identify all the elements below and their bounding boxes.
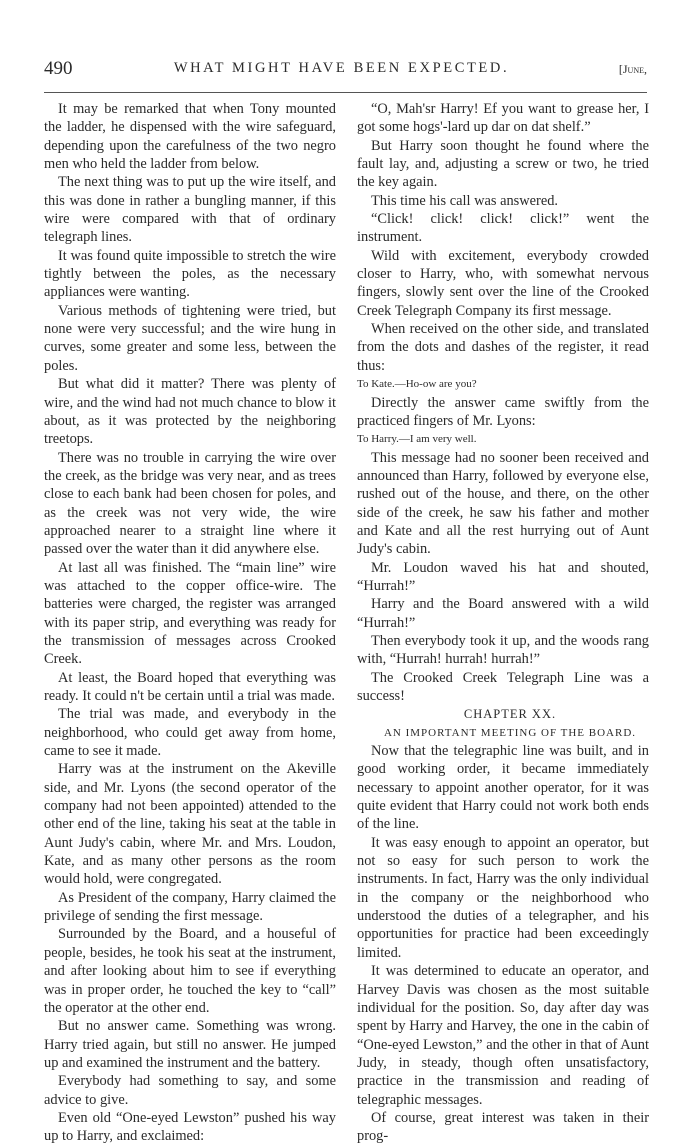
paragraph: But no answer came. Something was wrong. Harry tried again, but still no answer. He jumped up and examined the instrument and the battery. bbox=[44, 1018, 336, 1071]
paragraph: Even old “One-eyed Lewston” pushed his way up to Harry, and exclaimed: bbox=[44, 1109, 336, 1145]
paragraph: Everybody had something to say, and some advice to give. bbox=[44, 1073, 336, 1108]
paragraph: This message had no sooner been received and announced than Harry, followed by everyone else, rushed out of the house, and there, on the other side of the creek, he saw his father and mother and Kate and all the rest hurrying out of Aunt Judy's cabin. bbox=[357, 449, 649, 558]
paragraph: At least, the Board hoped that everything was ready. It could n't be certain until a trial was made. bbox=[44, 669, 336, 704]
paragraph: But Harry soon thought he found where the fault lay, and, adjusting a screw or two, he tried the key again. bbox=[357, 137, 649, 191]
paragraph: The next thing was to put up the wire itself, and this was done in rather a bungling manner, if this wire were compared with that of ordinary telegraph lines. bbox=[44, 174, 336, 246]
paragraph: The Crooked Creek Telegraph Line was a success! bbox=[357, 669, 649, 704]
paragraph: It may be remarked that when Tony mounted the ladder, he dispensed with the wire safeguard, depending upon the carefulness of the two negro men who held the ladder from below. bbox=[44, 101, 336, 173]
right-column bbox=[357, 100, 649, 1146]
paragraph: Surrounded by the Board, and a houseful of people, besides, he took his seat at the instrument, and after looking about him to see if everything was in proper order, he touched the key to “call” the operator at the other end. bbox=[44, 926, 336, 1016]
paragraph: Harry and the Board answered with a wild “Hurrah!” bbox=[357, 596, 649, 631]
paragraph: At last all was finished. The “main line” wire was attached to the copper office-wire. The batteries were charged, the register was arranged with its paper strip, and everything was ready for the transmission of messages across Crooked Creek. bbox=[44, 559, 336, 668]
telegram-message: To Harry.—I am very well. bbox=[357, 433, 477, 446]
paragraph: Now that the telegraphic line was built, and in good working order, it became immediately necessary to appoint another operator, for it was quite evident that Harry could not work both ends of the line. bbox=[357, 743, 649, 833]
paragraph: Wild with excitement, everybody crowded closer to Harry, who, with somewhat nervous fingers, slowly sent over the line of the Crooked Creek Telegraph Company its first message. bbox=[357, 247, 649, 319]
paragraph: There was no trouble in carrying the wire over the creek, as the bridge was very near, and as trees close to each bank had been chosen for poles, and as the creek was not very wide, the wire approached nearer to a straight line where it passed over the water than it did anywhere else. bbox=[44, 449, 336, 558]
paragraph: Directly the answer came swiftly from the practiced fingers of Mr. Lyons: bbox=[357, 394, 649, 429]
header-rule bbox=[44, 92, 647, 93]
paragraph: It was determined to educate an operator, and Harvey Davis was chosen as the most suitable individual for the position. So, day after day was spent by Harry and Harvey, the one in the cabin of “One-eyed Lewston,” and the other in that of Aunt Judy, in steady, though often unsatisfactory, practice in the transmission and reading of telegraphic messages. bbox=[357, 963, 649, 1108]
paragraph: This time his call was answered. bbox=[371, 192, 559, 209]
paragraph: “Click! click! click! click!” went the instrument. bbox=[357, 211, 649, 246]
paragraph: “O, Mah'sr Harry! Ef you want to grease her, I got some hogs'-lard up dar on dat shelf.” bbox=[357, 101, 649, 136]
month-label: [June, bbox=[618, 62, 647, 76]
paragraph: Of course, great interest was taken in their prog- bbox=[357, 1109, 649, 1145]
paragraph: Harry was at the instrument on the Akeville side, and Mr. Lyons (the second operator of the company had not been appointed) attended to the other end of the line, taking his seat at the table in Aunt Judy's cabin, where Mr. and Mrs. Loudon, Kate, and as many other persons as the room would hold, were congregated. bbox=[44, 761, 336, 888]
paragraph: It was found quite impossible to stretch the wire tightly between the poles, as the necessary appliances were wanting. bbox=[44, 247, 336, 301]
paragraph: As President of the company, Harry claimed the privilege of sending the first message. bbox=[44, 889, 336, 925]
left-column bbox=[44, 100, 336, 1146]
paragraph: Mr. Loudon waved his hat and shouted, “Hurrah!” bbox=[357, 559, 649, 594]
paragraph: It was easy enough to appoint an operator, but not so easy for such person to work the instruments. In fact, Harry was the only individual in the company or the neighborhood who understood the duties of a telegrapher, and his opportunities for practice had been exceedingly limited. bbox=[357, 834, 649, 961]
chapter-subtitle: AN IMPORTANT MEETING OF THE BOARD. bbox=[383, 726, 637, 739]
paragraph: The trial was made, and everybody in the neighborhood, who could get away from home, came to see it made. bbox=[44, 706, 336, 760]
paragraph: When received on the other side, and translated from the dots and dashes of the register, it read thus: bbox=[357, 321, 649, 374]
paragraph: But what did it matter? There was plenty of wire, and the wind had not much chance to blow it about, as it was protected by the neighboring treetops. bbox=[44, 376, 336, 448]
chapter-title: CHAPTER XX. bbox=[463, 707, 557, 722]
paragraph: Various methods of tightening were tried, but none were very successful; and the wire hung in curves, some greater and some less, between the poles. bbox=[44, 302, 336, 374]
page-number: 490 bbox=[44, 58, 73, 79]
running-title: WHAT MIGHT HAVE BEEN EXPECTED. bbox=[173, 60, 510, 76]
paragraph: Then everybody took it up, and the woods rang with, “Hurrah! hurrah! hurrah!” bbox=[357, 632, 649, 668]
telegram-message: To Kate.—Ho-ow are you? bbox=[357, 378, 477, 391]
